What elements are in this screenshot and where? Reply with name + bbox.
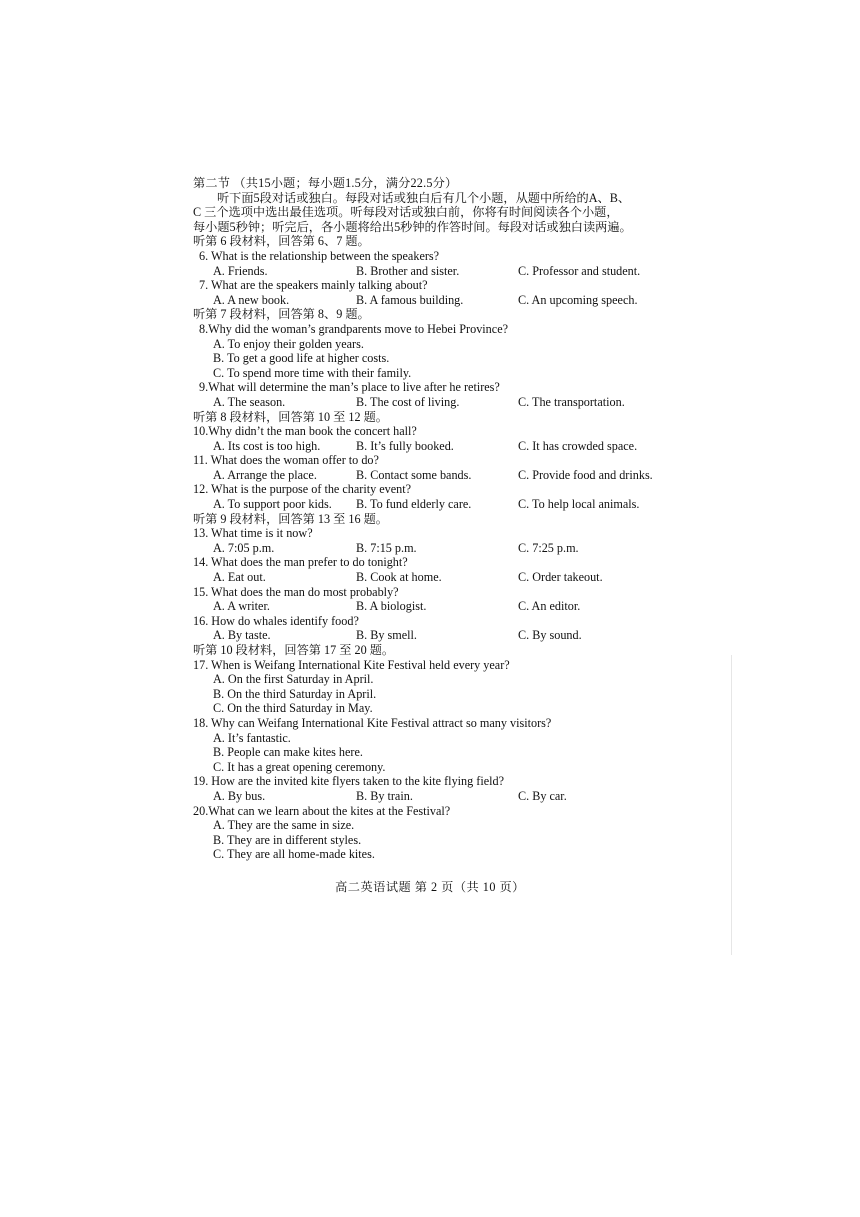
option-a: A. They are the same in size. (213, 818, 355, 833)
option-b: B. Brother and sister. (356, 263, 460, 278)
option-row (193, 439, 673, 454)
question-9 (193, 380, 673, 409)
section-header: 第二节 （共15小题；每小题1.5分，满分22.5分） (193, 176, 458, 190)
option-row (193, 293, 673, 308)
question-18 (193, 716, 673, 774)
question-17 (193, 658, 673, 716)
question-stem: 12. What is the purpose of the charity event? (193, 482, 412, 497)
option-row (193, 264, 673, 279)
question-stem: 18. Why can Weifang International Kite Festival attract so many visitors? (193, 715, 552, 730)
option-c: C. They are all home-made kites. (213, 847, 375, 862)
question-8 (193, 322, 673, 380)
option-row (193, 468, 673, 483)
option-c: C. On the third Saturday in May. (213, 701, 373, 716)
question-stem: 9.What will determine the man’s place to live after he retires? (199, 380, 500, 395)
option-c: C. It has a great opening ceremony. (213, 759, 386, 774)
option-c: C. To spend more time with their family. (213, 365, 412, 380)
option-b: B. A biologist. (356, 599, 427, 614)
option-c: C. Provide food and drinks. (518, 467, 653, 482)
question-11 (193, 453, 673, 482)
option-row (193, 570, 673, 585)
option-b: B. To get a good life at higher costs. (213, 351, 390, 366)
option-b: B. Cook at home. (356, 570, 442, 585)
option-c: C. An upcoming speech. (518, 292, 638, 307)
question-15 (193, 585, 673, 614)
option-b: B. They are in different styles. (213, 832, 362, 847)
option-a: A. Arrange the place. (213, 467, 317, 482)
question-stem: 10.Why didn’t the man book the concert hall? (193, 424, 417, 439)
option-c: C. 7:25 p.m. (518, 540, 579, 555)
option-b: B. The cost of living. (356, 394, 460, 409)
option-c: C. By sound. (518, 628, 582, 643)
question-12 (193, 482, 673, 511)
question-6 (193, 249, 673, 278)
option-b: B. On the third Saturday in April. (213, 686, 377, 701)
option-a: A. On the first Saturday in April. (213, 672, 374, 687)
question-stem: 7. What are the speakers mainly talking about? (199, 278, 428, 293)
option-a: A. It’s fantastic. (213, 730, 291, 745)
option-row (193, 599, 673, 614)
question-19 (193, 774, 673, 803)
option-b: B. By train. (356, 788, 413, 803)
option-a: A. A writer. (213, 599, 270, 614)
option-a: A. Friends. (213, 263, 268, 278)
question-stem: 11. What does the woman offer to do? (193, 453, 379, 468)
scan-edge-line (731, 655, 732, 955)
option-row (193, 497, 673, 512)
option-a: A. By taste. (213, 628, 271, 643)
option-row (193, 541, 673, 556)
material-10-heading: 听第 10 段材料，回答第 17 至 20 题。 (193, 643, 395, 657)
question-20 (193, 804, 673, 862)
question-stem: 19. How are the invited kite flyers taken to the kite flying field? (193, 774, 505, 789)
option-c: C. Order takeout. (518, 570, 603, 585)
option-c: C. An editor. (518, 599, 581, 614)
material-7-heading: 听第 7 段材料，回答第 8、9 题。 (193, 307, 370, 322)
option-row (193, 628, 673, 643)
option-b: B. Contact some bands. (356, 467, 472, 482)
option-a: A. 7:05 p.m. (213, 540, 275, 555)
material-8-heading: 听第 8 段材料，回答第 10 至 12 题。 (193, 409, 388, 424)
listening-section (193, 176, 673, 862)
question-stem: 20.What can we learn about the kites at the Festival? (193, 803, 451, 818)
option-a: A. The season. (213, 394, 286, 409)
question-13 (193, 526, 673, 555)
option-b: B. By smell. (356, 628, 417, 643)
option-c: C. The transportation. (518, 394, 625, 409)
material-9-heading: 听第 9 段材料，回答第 13 至 16 题。 (193, 511, 388, 526)
question-stem: 13. What time is it now? (193, 526, 313, 541)
option-a: A. Eat out. (213, 570, 266, 585)
option-a: A. To enjoy their golden years. (213, 336, 364, 351)
question-stem: 14. What does the man prefer to do tonight? (193, 555, 408, 570)
question-stem: 8.Why did the woman’s grandparents move to Hebei Province? (199, 321, 509, 336)
question-14 (193, 555, 673, 584)
material-6-heading: 听第 6 段材料，回答第 6、7 题。 (193, 234, 370, 249)
option-c: C. To help local animals. (518, 497, 640, 512)
option-b: B. It’s fully booked. (356, 438, 454, 453)
question-10 (193, 424, 673, 453)
option-c: C. By car. (518, 788, 567, 803)
option-c: C. It has crowded space. (518, 438, 638, 453)
option-a: A. A new book. (213, 292, 290, 307)
option-row (193, 395, 673, 410)
section-instructions-line-2: C 三个选项中选出最佳选项。听每段对话或独白前，你将有时间阅读各个小题， (193, 205, 619, 220)
option-row (193, 789, 673, 804)
question-stem: 6. What is the relationship between the speakers? (199, 248, 440, 263)
question-stem: 15. What does the man do most probably? (193, 584, 399, 599)
section-instructions-line-3: 每小题5秒钟；听完后，各小题将给出5秒钟的作答时间。每段对话或独白读两遍。 (193, 219, 632, 234)
option-a: A. Its cost is too high. (213, 438, 321, 453)
question-7 (193, 278, 673, 307)
option-c: C. Professor and student. (518, 263, 641, 278)
option-b: B. A famous building. (356, 292, 464, 307)
question-stem: 17. When is Weifang International Kite Festival held every year? (193, 657, 510, 672)
section-instructions-line-1: 听下面5段对话或独白。每段对话或独白后有几个小题，从题中所给的A、B、 (217, 190, 631, 205)
option-a: A. By bus. (213, 788, 266, 803)
option-b: B. 7:15 p.m. (356, 540, 417, 555)
question-16 (193, 614, 673, 643)
option-a: A. To support poor kids. (213, 497, 332, 512)
page-footer: 高二英语试题 第 2 页（共 10 页） (335, 880, 525, 894)
option-b: B. People can make kites here. (213, 745, 363, 760)
option-b: B. To fund elderly care. (356, 497, 472, 512)
question-stem: 16. How do whales identify food? (193, 613, 359, 628)
